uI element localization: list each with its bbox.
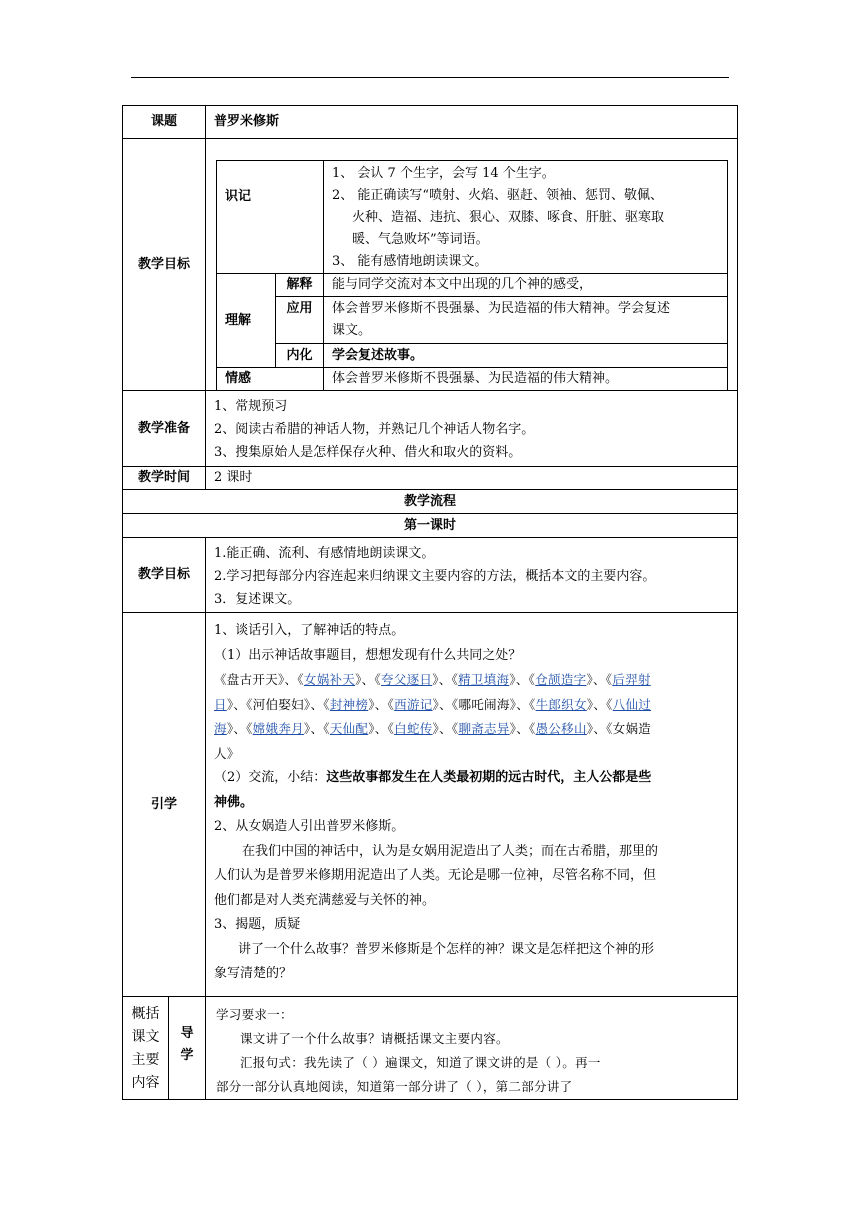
summary-bold: 这些故事都发生在人类最初期的远古时代，主人公都是些 — [326, 770, 652, 785]
apply-line: 体会普罗米修斯不畏强暴、为民造福的伟大精神。学会复述 — [332, 301, 671, 316]
intro-paragraph-line: 在我们中国的神话中，认为是女娲用泥造出了人类；而在古希腊，那里的 — [242, 843, 659, 859]
story-text: 》、《 — [355, 672, 382, 687]
summary-label-line: 主要 — [131, 1052, 160, 1068]
prep-item: 3、搜集原始人是怎样保存火种、借火和取火的资料。 — [214, 445, 522, 460]
story-text: 》、《 — [368, 721, 395, 736]
lesson1-objective-item: 2.学习把每部分内容连起来归纳课文主要内容的方法，概括本文的主要内容。 — [214, 569, 656, 584]
story-text: 《盘古开天》、《 — [214, 672, 304, 687]
prep-item: 1、常规预习 — [214, 399, 288, 414]
explain-label: 解释 — [275, 273, 324, 297]
story-text: 》、《 — [368, 696, 395, 712]
summary-line: 部分一部分认真地阅读，知道第一部分讲了（ ），第二部分讲了 — [216, 1079, 573, 1094]
story-link[interactable]: 八仙过 — [612, 696, 652, 712]
story-link[interactable]: 牛郎织女 — [535, 696, 587, 712]
intro-line: 3、揭题，质疑 — [214, 917, 301, 932]
apply-label: 应用 — [275, 296, 324, 344]
intro-line: 2、从女娲造人引出普罗米修斯。 — [214, 819, 405, 834]
memorize-label: 识记 — [216, 160, 324, 274]
summary-content — [205, 996, 738, 1100]
summary-label — [122, 996, 169, 1100]
memorize-list — [323, 160, 728, 274]
story-link[interactable]: 夸父逐日 — [381, 672, 433, 687]
story-link[interactable]: 日 — [214, 696, 227, 712]
story-link[interactable]: 聊斋志异 — [458, 721, 510, 736]
intro-content — [205, 612, 738, 997]
intro-question-line: 讲了一个什么故事？普罗米修斯是个怎样的神？课文是怎样把这个神的形 — [238, 941, 655, 957]
story-text: 》、《哪吒闹海》、《 — [432, 696, 536, 712]
memorize-item: 3、 能有感情地朗读课文。 — [332, 254, 488, 269]
story-text: 》、《河伯娶妇》、《 — [226, 696, 330, 712]
prep-label: 教学准备 — [122, 390, 206, 467]
story-link[interactable]: 西游记 — [394, 696, 433, 712]
apply-text — [323, 296, 728, 344]
story-link[interactable]: 精卫填海 — [458, 672, 510, 687]
story-text: 》、《 — [226, 721, 253, 736]
summary-line: 汇报句式：我先读了（ ）遍课文，知道了课文讲的是（ ）。再一 — [240, 1055, 601, 1070]
story-text: 》、《 — [586, 696, 613, 712]
story-link[interactable]: 封神榜 — [329, 696, 369, 712]
emotion-text: 体会普罗米修斯不畏强暴、为民造福的伟大精神。 — [323, 367, 728, 391]
topic-value: 普罗米修斯 — [205, 105, 738, 139]
story-link[interactable]: 嫦娥奔月 — [252, 721, 304, 736]
lesson1-objectives-list — [205, 537, 738, 613]
summary-label-line: 概括 — [131, 1006, 160, 1022]
guide-label-line: 导 — [180, 1026, 194, 1041]
intro-line: （1）出示神话故事题目，想想发现有什么共同之处？ — [214, 647, 522, 663]
story-link[interactable]: 白蛇传 — [394, 721, 433, 736]
story-text: 》、《 — [509, 721, 536, 736]
understand-label: 理解 — [216, 273, 276, 368]
time-value: 2 课时 — [205, 466, 738, 490]
topic-label: 课题 — [122, 105, 206, 139]
lesson1-title: 第一课时 — [122, 513, 738, 538]
summary-prefix: （2）交流，小结： — [214, 770, 327, 785]
intro-summary-line — [214, 766, 729, 791]
memorize-item: 1、 会认 7 个生字，会写 14 个生字。 — [332, 166, 555, 181]
story-link[interactable]: 女娲补天 — [303, 672, 356, 687]
flow-title: 教学流程 — [122, 489, 738, 514]
intro-question-line: 象写清楚的？ — [214, 966, 293, 981]
internalize-label: 内化 — [275, 343, 324, 368]
lesson1-objective-item: 1.能正确、流利、有感情地朗读课文。 — [214, 546, 435, 561]
story-text: 》、《女娲造 — [586, 721, 652, 736]
story-text: 》、《 — [586, 672, 613, 687]
story-list-line: 人》 — [214, 745, 240, 761]
summary-bold: 神佛。 — [214, 794, 254, 810]
lesson1-objectives-label: 教学目标 — [122, 537, 206, 613]
guide-label — [168, 996, 206, 1100]
story-link[interactable]: 愚公移山 — [535, 721, 587, 736]
prep-list — [205, 390, 738, 467]
apply-line: 课文。 — [332, 323, 372, 338]
story-list-line — [214, 693, 729, 718]
guide-label-line: 学 — [180, 1048, 194, 1063]
header-rule — [131, 77, 729, 78]
story-list-line — [214, 717, 729, 742]
intro-paragraph-line: 他们都是对人类充满慈爱与关怀的神。 — [214, 892, 436, 908]
intro-line: 1、谈话引入，了解神话的特点。 — [214, 623, 405, 638]
story-text: 》、《 — [432, 672, 459, 687]
story-text: 》、《 — [509, 672, 536, 687]
explain-text: 能与同学交流对本文中出现的几个神的感受， — [323, 273, 728, 297]
story-link[interactable]: 仓颉造字 — [535, 672, 587, 687]
story-list-line — [214, 668, 729, 693]
memorize-item: 2、 能正确读写“喷射、火焰、驱赶、领袖、惩罚、敬佩、 — [332, 188, 664, 203]
summary-line: 学习要求一： — [216, 1007, 293, 1022]
story-link[interactable]: 天仙配 — [329, 721, 369, 736]
summary-label-line: 课文 — [131, 1029, 160, 1045]
internalize-text: 学会复述故事。 — [323, 343, 728, 368]
story-link[interactable]: 海 — [214, 721, 227, 736]
intro-paragraph-line: 人们认为是普罗米修期用泥造出了人类。无论是哪一位神，尽管名称不同，但 — [214, 868, 657, 883]
prep-item: 2、阅读古希腊的神话人物，并熟记几个神话人物名字。 — [214, 422, 535, 437]
memorize-item: 火种、造福、违抗、狠心、双膝、啄食、肝脏、驱寒取 — [352, 210, 665, 225]
time-label: 教学时间 — [122, 466, 206, 490]
emotion-label: 情感 — [216, 367, 324, 391]
summary-label-line: 内容 — [131, 1075, 160, 1091]
intro-label: 引学 — [122, 612, 206, 997]
memorize-item: 暖、气急败坏”等词语。 — [352, 232, 489, 247]
objectives-label: 教学目标 — [122, 138, 206, 391]
story-text: 》、《 — [303, 721, 330, 736]
story-text: 》、《 — [432, 721, 459, 736]
summary-line: 课文讲了一个什么故事？请概括课文主要内容。 — [240, 1031, 509, 1046]
lesson1-objective-item: 3．复述课文。 — [214, 592, 301, 607]
story-link[interactable]: 后羿射 — [612, 672, 651, 687]
